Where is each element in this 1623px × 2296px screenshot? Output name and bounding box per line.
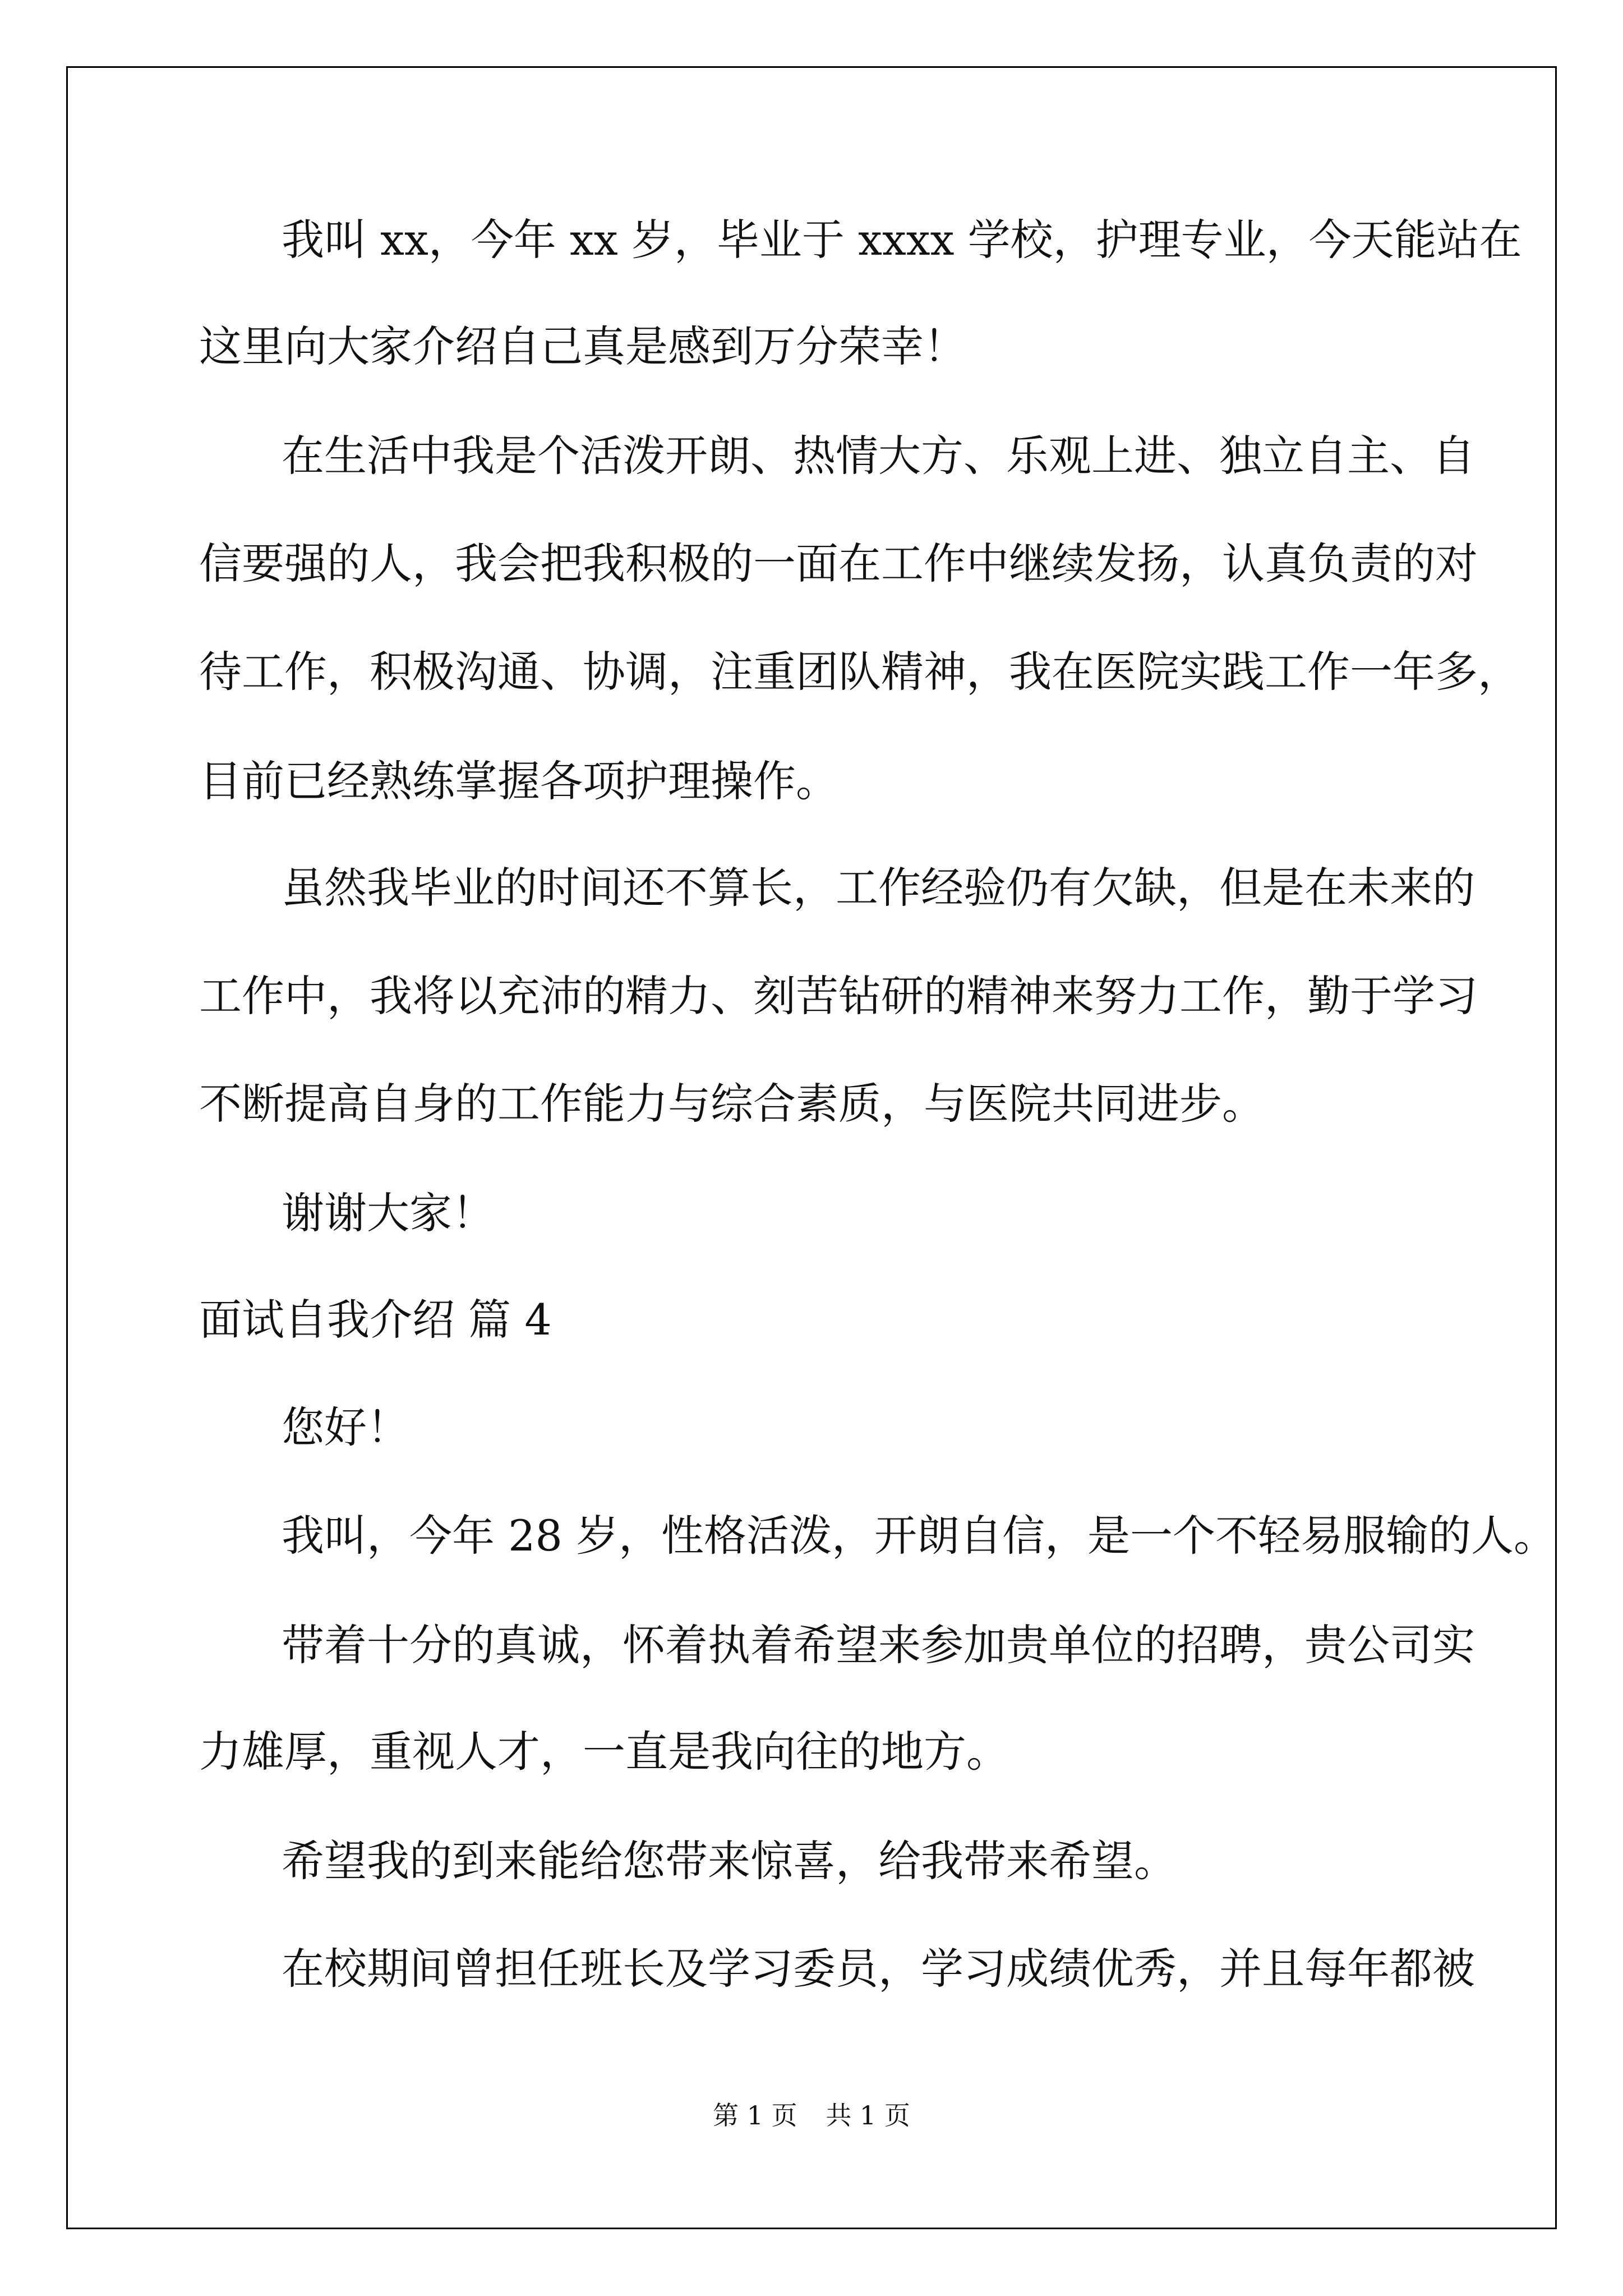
paragraph-line: 在生活中我是个活泼开朗、热情大方、乐观上进、独立自主、自 [282,431,1475,481]
paragraph-line: 工作中，我将以充沛的精力、刻苦钻研的精神来努力工作，勤于学习 [199,971,1478,1021]
paragraph-line: 希望我的到来能给您带来惊喜，给我带来希望。 [282,1836,1177,1886]
paragraph-line: 我叫，今年 28 岁，性格活泼，开朗自信，是一个不轻易服输的人。 [282,1511,1557,1561]
paragraph-line: 带着十分的真诚，怀着执着希望来参加贵单位的招聘，贵公司实 [282,1620,1475,1670]
page-total: 共 1 页 [826,2100,910,2131]
paragraph-line: 这里向大家介绍自己真是感到万分荣幸！ [199,321,966,371]
paragraph-line: 目前已经熟练掌握各项护理操作。 [199,756,838,806]
paragraph-line: 力雄厚，重视人才，一直是我向往的地方。 [199,1727,1009,1777]
paragraph-line: 待工作，积极沟通、协调，注重团队精神，我在医院实践工作一年多， [199,647,1520,697]
paragraph-line: 谢谢大家！ [282,1188,495,1238]
paragraph-line: 信要强的人，我会把我积极的一面在工作中继续发扬，认真负责的对 [199,539,1478,588]
page-footer [0,2095,1623,2132]
paragraph-line: 虽然我毕业的时间还不算长，工作经验仍有欠缺，但是在未来的 [282,863,1475,913]
page-border [66,66,1557,2229]
section-heading: 面试自我介绍 篇 4 [199,1295,552,1345]
paragraph-line: 不断提高自身的工作能力与综合素质，与医院共同进步。 [199,1079,1265,1129]
paragraph-line: 我叫 xx，今年 xx 岁，毕业于 xxxx 学校，护理专业，今天能站在 [282,215,1522,265]
paragraph-line: 您好！ [282,1402,409,1452]
page-number: 第 1 页 [713,2100,797,2131]
paragraph-line: 在校期间曾担任班长及学习委员，学习成绩优秀，并且每年都被 [282,1944,1475,1994]
